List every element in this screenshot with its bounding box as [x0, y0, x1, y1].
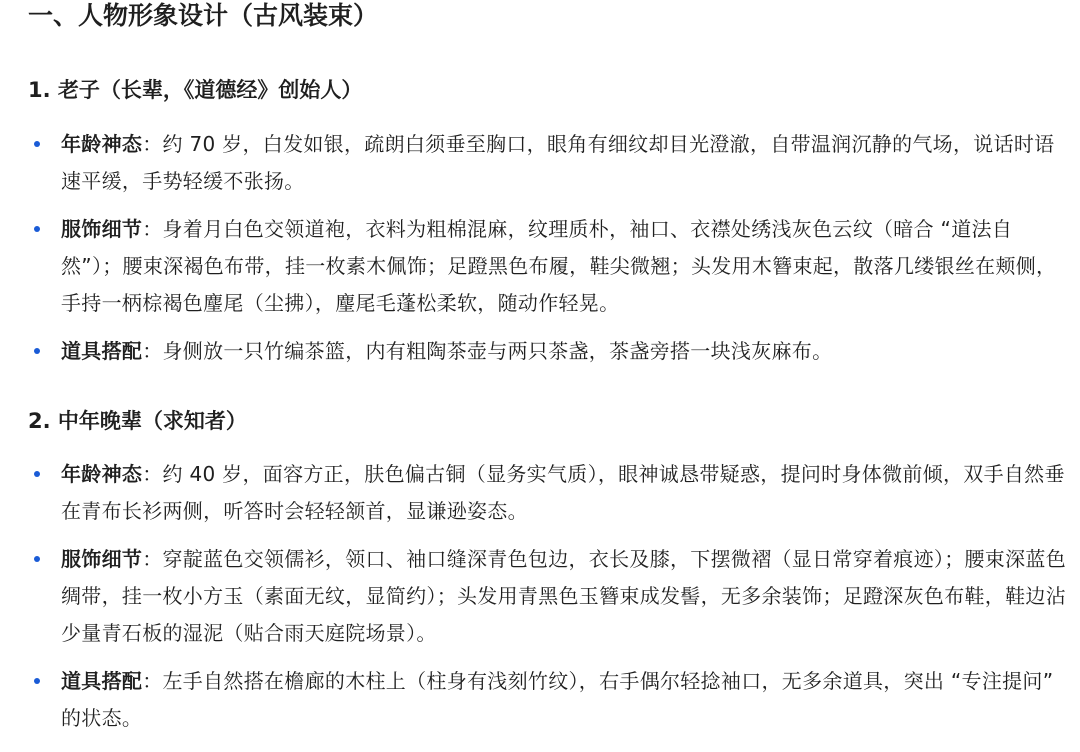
bullet-dot-icon [34, 348, 40, 354]
item-label: 年龄神态 [61, 462, 143, 486]
list-item [0, 456, 1080, 530]
item-text: ：约 70 岁，白发如银，疏朗白须垂至胸口，眼角有细纹却目光澄澈，自带温润沉静的气场，说话时语速平缓，手势轻缓不张扬。 [61, 132, 1055, 193]
item-label: 服饰细节 [61, 547, 143, 571]
item-text: ：约 40 岁，面容方正，肤色偏古铜（显务实气质），眼神诚恳带疑惑，提问时身体微前倾，双手自然垂在青布长衫两侧，听答时会轻轻颔首，显谦逊姿态。 [61, 462, 1065, 523]
bullet-dot-icon [34, 556, 40, 562]
bullet-dot-icon [34, 226, 40, 232]
bullet-dot-icon [34, 678, 40, 684]
item-label: 道具搭配 [61, 339, 143, 363]
item-label: 服饰细节 [61, 217, 143, 241]
item-text: ：身侧放一只竹编茶篮，内有粗陶茶壶与两只茶盏，茶盏旁搭一块浅灰麻布。 [142, 339, 833, 363]
item-label: 道具搭配 [61, 669, 143, 693]
item-label: 年龄神态 [61, 132, 143, 156]
list-item [0, 126, 1080, 200]
bullet-dot-icon [34, 471, 40, 477]
character-list-laozi [0, 126, 1080, 381]
list-item [0, 333, 1080, 370]
item-text: ：穿靛蓝色交领儒衫，领口、袖口缝深青色包边，衣长及膝，下摆微褶（显日常穿着痕迹）；腰束深蓝色绸带，挂一枚小方玉（素面无纹，显简约）；头发用青黑色玉簪束成发髻，无多余装饰；足蹬深灰色布鞋，鞋边沾少量青石板的湿泥（贴合雨天庭院场景）。 [61, 547, 1067, 645]
item-text: ：身着月白色交领道袍，衣料为粗棉混麻，纹理质朴，袖口、衣襟处绣浅灰色云纹（暗合 “道法自然”）；腰束深褐色布带，挂一枚素木佩饰；足蹬黑色布履，鞋尖微翘；头发用木簪束起，散落几缕银丝在颊侧，手持一柄棕褐色麈尾（尘拂），麈尾毛蓬松柔软，随动作轻晃。 [61, 217, 1057, 315]
list-item [0, 211, 1080, 322]
bullet-dot-icon [34, 141, 40, 147]
character-title-laozi: 1. 老子（长辈，《道德经》创始人） [28, 78, 363, 102]
item-text: ：左手自然搭在檐廊的木柱上（柱身有浅刻竹纹），右手偶尔轻捻袖口，无多余道具，突出 “专注提问” 的状态。 [61, 669, 1054, 730]
character-title-junior: 2. 中年晚辈（求知者） [28, 409, 247, 433]
character-list-junior [0, 456, 1080, 748]
section-heading: 一、人物形象设计（古风装束） [28, 1, 379, 30]
list-item [0, 541, 1080, 652]
list-item [0, 663, 1080, 737]
